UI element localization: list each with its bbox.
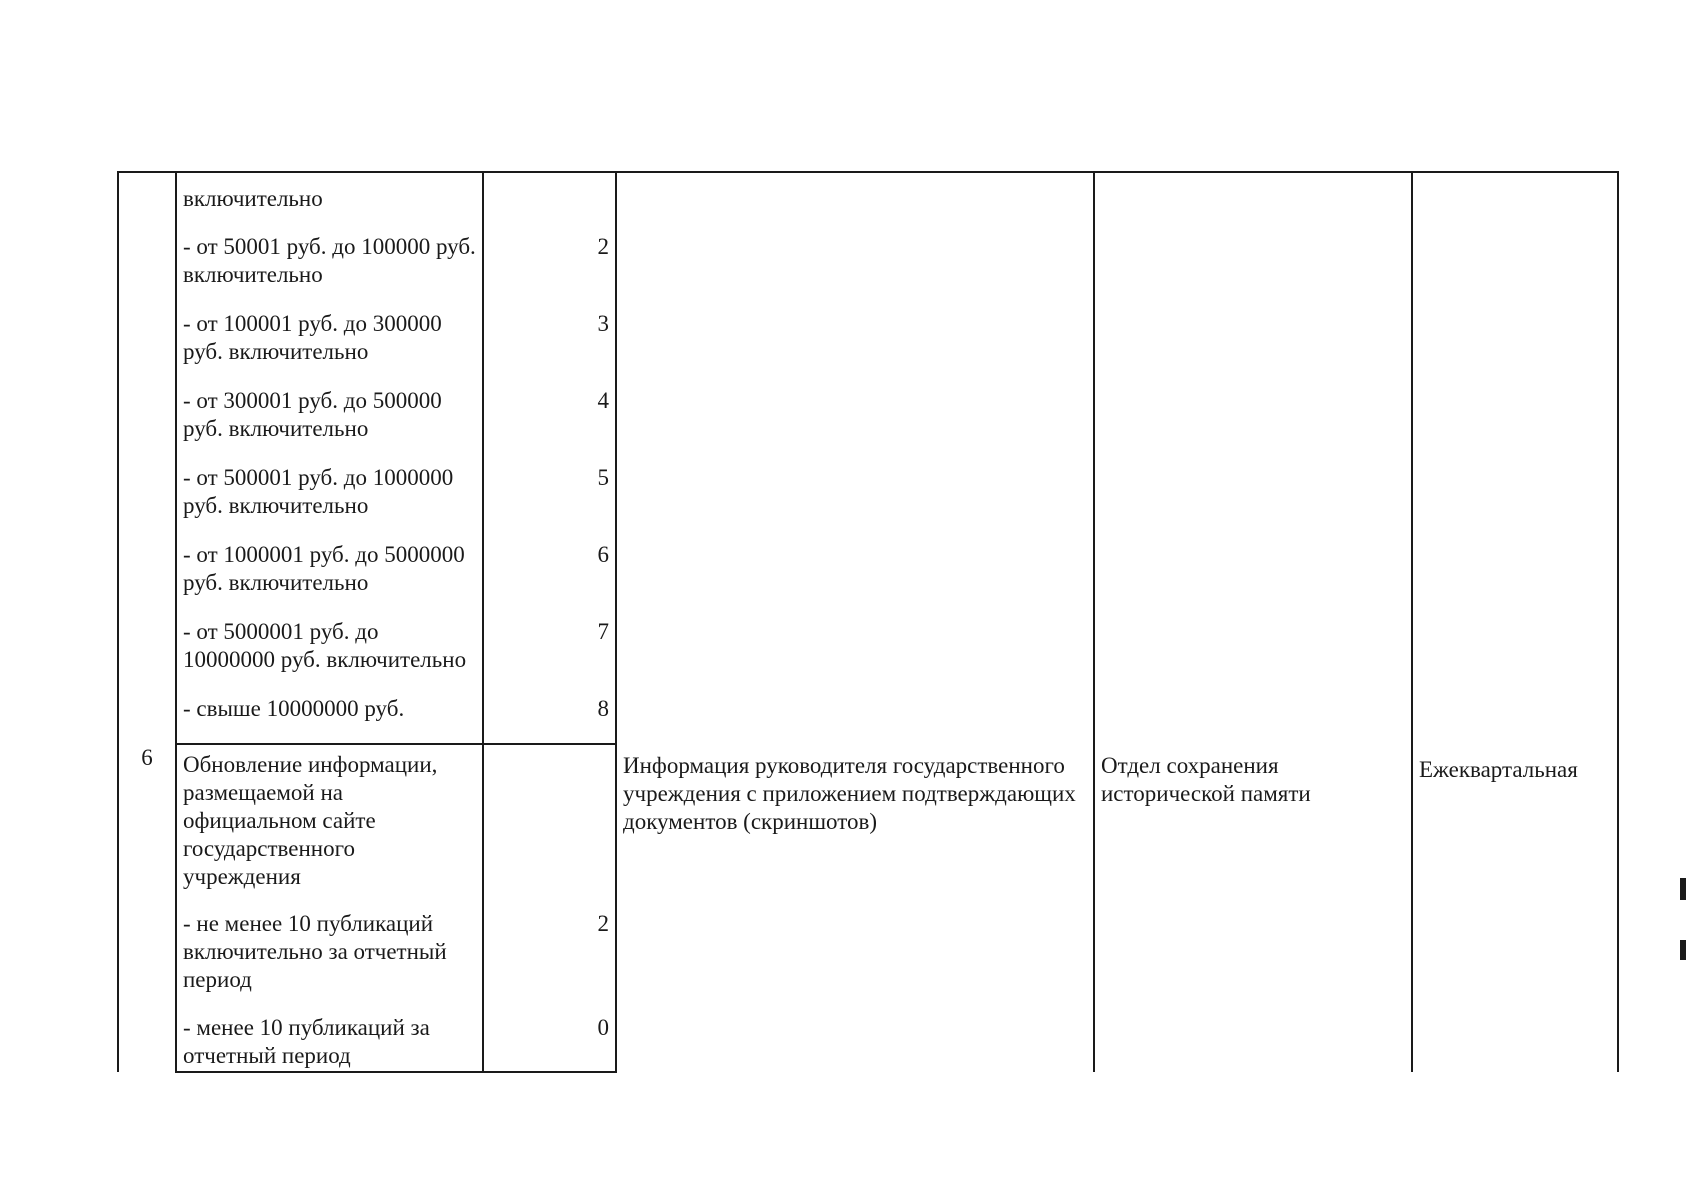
range-score: 6 bbox=[483, 541, 616, 618]
periodicity-text: Ежеквартальная bbox=[1419, 757, 1578, 782]
range-score: 3 bbox=[483, 310, 616, 387]
table-row bbox=[118, 172, 1618, 233]
range-text: - от 100001 руб. до 300000 руб. включительно bbox=[176, 310, 483, 387]
option-text: - менее 10 публикаций за отчетный период bbox=[176, 1014, 483, 1072]
indicator-text: Обновление информации, размещаемой на официальном сайте государственного учреждения bbox=[183, 752, 438, 889]
range-text: - от 50001 руб. до 100000 руб. включительно bbox=[176, 233, 483, 310]
option-score: 2 bbox=[483, 910, 616, 1014]
score-cell bbox=[483, 744, 616, 910]
department-text: Отдел сохранения исторической памяти bbox=[1101, 753, 1311, 806]
range-text: - свыше 10000000 руб. bbox=[176, 695, 483, 744]
score-cell bbox=[483, 172, 616, 233]
source-cell bbox=[616, 744, 1094, 1072]
periodicity-cell bbox=[1412, 172, 1618, 744]
criteria-table bbox=[117, 171, 1619, 1073]
option-text: - не менее 10 публикаций включительно за отчетный период bbox=[176, 910, 483, 1014]
scan-mark bbox=[1680, 940, 1686, 960]
option-score: 0 bbox=[483, 1014, 616, 1072]
range-text: - от 500001 руб. до 1000000 руб. включительно bbox=[176, 464, 483, 541]
indicator-cell bbox=[176, 744, 483, 910]
periodicity-cell bbox=[1412, 744, 1618, 1072]
department-cell bbox=[1094, 744, 1412, 1072]
range-score: 2 bbox=[483, 233, 616, 310]
scan-mark bbox=[1680, 878, 1686, 900]
intro-fragment: включительно bbox=[183, 186, 323, 211]
department-cell bbox=[1094, 172, 1412, 744]
row-number: 6 bbox=[118, 744, 176, 1072]
range-text: - от 5000001 руб. до 10000000 руб. включительно bbox=[176, 618, 483, 695]
range-text: - от 300001 руб. до 500000 руб. включительно bbox=[176, 387, 483, 464]
range-score: 4 bbox=[483, 387, 616, 464]
range-score: 5 bbox=[483, 464, 616, 541]
range-text: - от 1000001 руб. до 5000000 руб. включительно bbox=[176, 541, 483, 618]
range-score: 8 bbox=[483, 695, 616, 744]
source-cell bbox=[616, 172, 1094, 744]
source-text: Информация руководителя государственного учреждения с приложением подтверждающих документов (скриншотов) bbox=[623, 753, 1076, 834]
range-score: 7 bbox=[483, 618, 616, 695]
table-row bbox=[118, 744, 1618, 910]
number-cell bbox=[118, 172, 176, 744]
indicator-cell bbox=[176, 172, 483, 233]
